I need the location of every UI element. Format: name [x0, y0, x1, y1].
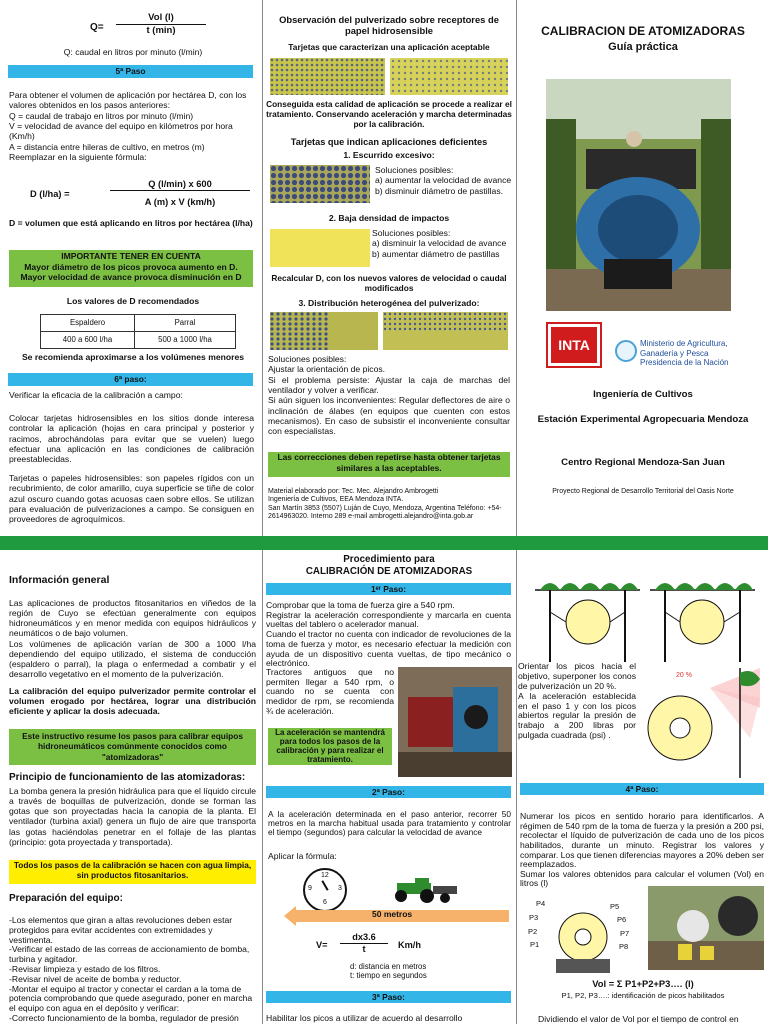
step2-header: 2ª Paso: — [266, 786, 511, 798]
quality-text: Conseguida esta calidad de aplicación se procede a realizar el tratamiento. Conservando aceleración y marcha determinadas por la calibración. — [266, 99, 512, 129]
tractor-icon — [387, 878, 457, 904]
step1-text: Comprobar que la toma de fuerza gire a 540 rpm. Registrar la aceleración correspondiente y marcarla en cuenta vueltas del tablero o acelerador manual. Cuando el tractor no cuenta con indicador de revoluciones de la toma de fuerza y motor, es necesario efectuar la medición con ayuda de un dispositivo cuenta vueltas, de tipo mecánico o electrónico. — [266, 600, 511, 669]
column-divider — [516, 550, 517, 1024]
vol-caption: P1, P2, P3….: identificación de picos habilitados — [561, 991, 725, 1000]
step4-header: 4ª Paso: — [520, 783, 764, 795]
green-divider-band — [0, 536, 768, 550]
card-heterogeneous-2-image — [383, 312, 508, 350]
last-text: Dividiendo el valor de Vol por el tiempo de control en — [538, 1014, 739, 1024]
formula-v-caption: d: distancia en metros t: tiempo en segundos — [350, 962, 427, 981]
formula-q-caption: Q: caudal en litros por minuto (l/min) — [63, 47, 203, 57]
d-caption: D = volumen que está aplicando en litros por hectárea (l/ha) — [9, 218, 253, 228]
step5-header: 5ª Paso — [8, 65, 253, 78]
tractor-rpm-photo — [398, 667, 512, 777]
nozzle-orientation-diagram — [530, 572, 760, 664]
dept-name: Ingeniería de Cultivos — [593, 389, 693, 400]
principle-title: Principio de funcionamiento de las atomizadoras: — [9, 772, 246, 783]
ministry-seal-icon — [615, 340, 637, 362]
case2-solutions: Soluciones posibles: a) disminuir la velocidad de avance b) aumentar diámetro de pastillas — [372, 228, 507, 259]
procedure-title: Procedimiento para CALIBRACIÓN DE ATOMIZADORAS — [305, 554, 473, 577]
prep-title: Preparación del equipo: — [9, 893, 123, 904]
recommended-title: Los valores de D recomendados — [66, 296, 200, 306]
cards-title: Observación del pulverizado sobre receptores de papel hidrosensible — [279, 14, 499, 37]
step3-header: 3ª Paso: — [266, 991, 511, 1003]
collection-photo — [648, 886, 764, 970]
case3-solutions: Soluciones posibles: Ajustar la orientación de picos. Si el problema persiste: Ajustar la caja de marchas del ventilador y volver a verificar. Si aún siguen los inconvenientes: Regular deflectores de aire o inclinación de álabes (en equipos que cuenten con estos mecanismos). En caso de subsistir el inconveniente consultar con especialistas. — [268, 354, 510, 437]
step5-text: Para obtener el volumen de aplicación por hectárea D, con los valores obtenidos en los pasos anteriores: Q = caudal de trabajo en litros por minuto (l/min) V = velocidad de avance del equipo en kilómetros por hora (Km/h) A = distancia entre hileras de cultivo, en metros (m) Reemplazar en la siguiente fórmula: — [9, 90, 247, 162]
step6-header: 6ª paso: — [8, 373, 253, 386]
column-divider — [262, 0, 263, 536]
nozzle-numbering-diagram: P4 P3 P2 P1 P5 P6 P7 P8 — [526, 897, 641, 977]
corrections-box: Las correcciones deben repetirse hasta obtener tarjetas similares a las aceptables. — [268, 452, 510, 477]
column-divider — [516, 0, 517, 536]
orient-text: Orientar los picos hacia el objetivo, superponer los conos de pulverización un 20 %. A la aceleración establecida en el paso 1 y con los picos abiertos regular la presión de trabajo a 200 libras por pulgada cuadrada (psi) . — [518, 661, 636, 741]
distance-arrow: 50 metros — [284, 906, 509, 926]
center-name: Centro Regional Mendoza-San Juan — [561, 457, 725, 468]
case2-title: 2. Baja densidad de impactos — [328, 213, 450, 223]
station-name: Estación Experimental Agropecuaria Mendoza — [537, 414, 749, 425]
card-low-density-image — [270, 229, 370, 267]
step3-text: Habilitar los picos a utilizar de acuerdo al desarrollo — [266, 1013, 463, 1023]
card-acceptable-1-image — [270, 58, 385, 95]
credits: Material elaborado por: Tec. Mec. Alejandro Ambrogetti Ingeniería de Cultivos, EEA Mendoza INTA. San Martín 3853 (5507) Luján de Cuyo, Mendoza, Argentina Teléfono: +54-2614963020. Interno 289 e-mail ambrogetti.alejandro@inta.gob.ar — [268, 488, 502, 521]
step2-apply: Aplicar la fórmula: — [268, 851, 337, 861]
principle-text: La bomba genera la presión hidráulica para que el líquido circule a través de boquillas de pulverización, donde se forman las gotas que son proyectadas hacia la canopia de la planta. El ventilador (turbina axial) genera un flujo de aire que transporta las gotas haciéndolas penetrar en el follaje de las plantas (principio: gota proyectada y transportada). — [9, 786, 256, 847]
summary-box: Este instructivo resume los pasos para calibrar equipos hidroneumáticos comúnmente conocidos como "atomizadoras" — [9, 729, 256, 765]
case3-title: 3. Distribución heterogénea del pulverizado: — [298, 298, 480, 308]
recommended-table: Espaldero Parral 400 a 600 l/ha 500 a 1000 l/ha — [40, 314, 236, 349]
step4-text: Numerar los picos en sentido horario para identificarlos. A régimen de 540 rpm de la toma de fuerza y la presión a 200 psi, recolectar el líquido de pulverización de cada uno de los picos habilitados, durante un minuto. Registrar los valores y comparar. Los que tienen diferencias mayores a 20% deben ser reemplazados. Sumar los valores obtenidos para calcular el volumen (Vol) en litros (l) — [520, 811, 764, 889]
stopwatch-icon: 12 3 6 9 — [303, 868, 347, 912]
cards-subtitle: Tarjetas que caracterizan una aplicación aceptable — [288, 42, 490, 52]
accel-box: La aceleración se mantendrá para todos los pasos de la calibración y para realizar el tratamiento. — [268, 728, 392, 765]
case1-solutions: Soluciones posibles: a) aumentar la velocidad de avance b) disminuir diámetro de pastillas. — [375, 165, 512, 196]
column-divider — [262, 550, 263, 1024]
deficient-title: Tarjetas que indican aplicaciones deficientes — [290, 137, 488, 147]
sprayer-photo — [546, 79, 731, 311]
info-bold: La calibración del equipo pulverizador permite controlar el volumen erogado por hectárea, lograr una distribución eficiente y aplicar la dosis adecuada. — [9, 686, 256, 717]
vol-formula: Vol = Σ P1+P2+P3…. (l) — [592, 978, 694, 989]
water-box: Todos los pasos de la calibración se hacen con agua limpia, sin productos fitosanitarios. — [9, 860, 256, 884]
step6-text1: Verificar la eficacia de la calibración a campo: — [9, 390, 183, 400]
card-acceptable-2-image — [390, 58, 508, 95]
recalc-text: Recalcular D, con los nuevos valores de velocidad o caudal modificados — [271, 273, 507, 293]
spray-cone-diagram: 20 % — [640, 668, 764, 778]
card-runoff-image — [270, 165, 370, 203]
inta-logo: INTA — [546, 322, 602, 368]
step6-text2: Colocar tarjetas hidrosensibles en los sitios donde interesa controlar la aplicación (hojas en cara principal y posterior y racimos, abrochándolas para evitar que se vuelen) luego efectuar una aplicación en las condiciones de calibración preestablecidas. — [9, 413, 254, 465]
project-name: Proyecto Regional de Desarrollo Territorial del Oasis Norte — [552, 488, 734, 495]
recommend-text: Se recomienda aproximarse a los volúmenes menores — [21, 352, 245, 362]
step1-old: Tractores antiguos que no permiten llegar a 540 rpm, o cuando no se cuenta con medidor de rpm, se recomienda ¾ de aceleración. — [266, 667, 394, 716]
step2-text: A la aceleración determinada en el paso anterior, recorrer 50 metros en la marcha habitual usada para tratamiento y controlar el tiempo (segundos) para calcular la velocidad de avance — [268, 809, 511, 838]
card-heterogeneous-1-image — [270, 312, 378, 350]
info-text: Las aplicaciones de productos fitosanitarios en viñedos de la región de Cuyo se efectúan generalmente con equipos hidroneumáticos y en menor medida con equipos hidráulicos y neumáticos o de bajo volumen. Los volúmenes de aplicación varían de 300 a 1000 l/ha dependiendo del equipo utilizado, el sistema de conducción (espaldero o parral), la plaga o enfermedad a combatir y el desarrollo vegetativo en el momento de la pulverización. — [9, 598, 256, 679]
ministry-name: Ministerio de Agricultura, Ganadería y Pesca Presidencia de la Nación — [640, 339, 729, 368]
cover-title: CALIBRACION DE ATOMIZADORAS — [541, 24, 745, 38]
step1-header: 1ᵉʳ Paso: — [266, 583, 511, 595]
info-title: Información general — [9, 574, 110, 586]
important-box: IMPORTANTE TENER EN CUENTA Mayor diámetro de los picos provoca aumento en D. Mayor velocidad de avance provoca disminución en D — [9, 250, 253, 287]
step6-text3: Tarjetas o papeles hidrosensibles: son papeles rígidos con un recubrimiento, de color amarillo, cuya superficie se tiñe de color azul oscuro cuando gotas acuosas caen sobre ellos. Se utilizan para evaluación de pulverizaciones a campo. Se consiguen en proveedores de agroquímicos. — [9, 473, 254, 525]
prep-text: -Los elementos que giran a altas revoluciones deben estar protegidos para evitar accidentes con extremidades y vestimenta. -Verificar el estado de las correas de accionamiento de bomba, turbina y agitador. -Revisar limpieza y estado de los filtros. -Revisar nivel de aceite de bomba y reductor. -Montar el equipo al tractor y conectar el cardan a la toma de potencia comprobando que quede asegurado, poner en marcha el equipo con agua en el depósito y verificar: -Correcto funcionamiento de la bomba, regulador de presión — [9, 915, 253, 1023]
case1-title: 1. Escurrido excesivo: — [343, 150, 435, 160]
cover-subtitle: Guía práctica — [608, 41, 678, 53]
